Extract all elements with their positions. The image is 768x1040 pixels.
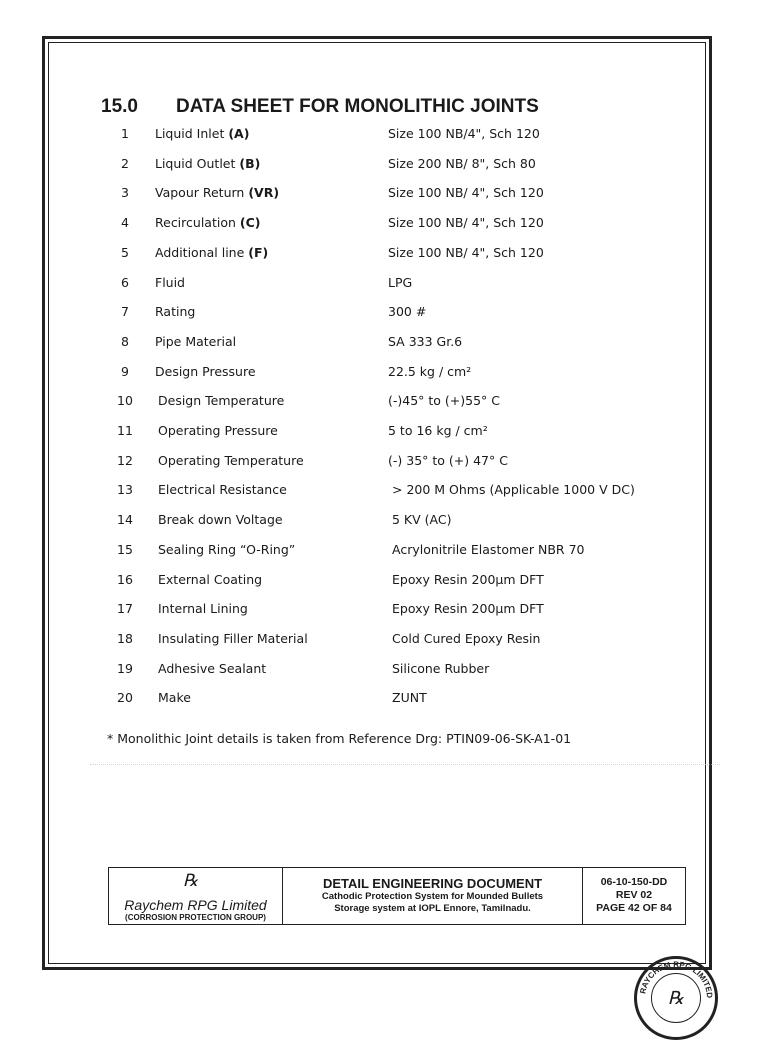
row-label-text: Fluid bbox=[155, 274, 185, 290]
table-row bbox=[0, 657, 768, 681]
row-label-text: Liquid Outlet bbox=[155, 155, 240, 171]
row-label-code: (A) bbox=[228, 126, 250, 141]
row-value: Epoxy Resin 200μm DFT bbox=[392, 601, 544, 617]
company-group: (CORROSION PROTECTION GROUP) bbox=[125, 913, 266, 922]
row-value: Acrylonitrile Elastomer NBR 70 bbox=[392, 541, 585, 557]
row-number: 7 bbox=[121, 304, 129, 320]
row-value: > 200 M Ohms (Applicable 1000 V DC) bbox=[392, 482, 635, 498]
row-value: 5 KV (AC) bbox=[392, 512, 452, 528]
table-row bbox=[0, 538, 768, 562]
row-label-code: (B) bbox=[239, 155, 261, 171]
row-label-text: Design Temperature bbox=[158, 393, 285, 409]
table-row bbox=[0, 122, 768, 146]
title-block bbox=[108, 867, 686, 925]
table-row bbox=[0, 181, 768, 205]
row-value: (-)45° to (+)55° C bbox=[388, 393, 500, 409]
row-number: 2 bbox=[121, 155, 129, 171]
row-value: Silicone Rubber bbox=[392, 660, 490, 676]
row-label bbox=[158, 657, 266, 681]
row-label-code: (C) bbox=[239, 215, 261, 231]
table-row bbox=[0, 568, 768, 592]
row-value: SA 333 Gr.6 bbox=[388, 333, 463, 349]
row-value: (-) 35° to (+) 47° C bbox=[388, 452, 508, 468]
row-label bbox=[155, 211, 260, 235]
table-row bbox=[0, 330, 768, 354]
reference-footnote: * Monolithic Joint details is taken from Reference Drg: PTIN09-06-SK-A1-01 bbox=[107, 731, 572, 746]
company-name: Raychem RPG Limited bbox=[124, 897, 267, 913]
row-label bbox=[155, 181, 279, 205]
row-label bbox=[158, 449, 304, 473]
table-row bbox=[0, 211, 768, 235]
row-number: 3 bbox=[121, 185, 129, 201]
row-label bbox=[155, 300, 195, 324]
row-number: 8 bbox=[121, 333, 129, 349]
row-value: Cold Cured Epoxy Resin bbox=[392, 630, 541, 646]
row-label-text: Design Pressure bbox=[155, 363, 256, 379]
row-label bbox=[158, 419, 278, 443]
row-value: ZUNT bbox=[392, 690, 427, 706]
document-number: 06-10-150-DD bbox=[600, 876, 668, 888]
row-value: LPG bbox=[388, 274, 413, 290]
row-number: 14 bbox=[117, 512, 133, 528]
row-label bbox=[158, 389, 284, 413]
row-label bbox=[155, 122, 249, 146]
table-row bbox=[0, 271, 768, 295]
row-number: 17 bbox=[117, 601, 133, 617]
row-label bbox=[155, 330, 236, 354]
row-label-text: Sealing Ring “O-Ring” bbox=[158, 541, 296, 557]
row-value: 22.5 kg / cm² bbox=[388, 363, 472, 379]
table-row bbox=[0, 508, 768, 532]
company-cell bbox=[109, 868, 283, 924]
company-logo-icon: ℞ bbox=[183, 871, 199, 891]
document-subtitle-1: Cathodic Protection System for Mounded Bullets bbox=[321, 891, 544, 902]
row-number: 11 bbox=[117, 423, 133, 438]
table-row bbox=[0, 597, 768, 621]
table-row bbox=[0, 478, 768, 502]
row-label-text: Additional line bbox=[155, 244, 249, 260]
row-number: 19 bbox=[117, 660, 133, 676]
row-label bbox=[155, 152, 260, 176]
row-number: 6 bbox=[121, 274, 129, 290]
row-number: 4 bbox=[121, 215, 129, 231]
row-value: 300 # bbox=[388, 304, 427, 320]
row-label-text: External Coating bbox=[158, 571, 263, 587]
row-label bbox=[155, 241, 268, 265]
row-number: 20 bbox=[117, 690, 133, 706]
section-number: 15.0 bbox=[101, 96, 138, 117]
table-row bbox=[0, 152, 768, 176]
row-number: 12 bbox=[117, 452, 133, 468]
table-row bbox=[0, 686, 768, 710]
row-label bbox=[158, 508, 283, 532]
table-row bbox=[0, 360, 768, 384]
row-number: 15 bbox=[117, 541, 133, 557]
table-row bbox=[0, 419, 768, 443]
table-row bbox=[0, 389, 768, 413]
row-label bbox=[158, 597, 248, 621]
page-number: PAGE 42 OF 84 bbox=[596, 902, 672, 914]
row-value: Size 100 NB/ 4", Sch 120 bbox=[388, 185, 544, 201]
section-title: DATA SHEET FOR MONOLITHIC JOINTS bbox=[176, 96, 539, 117]
row-number: 9 bbox=[121, 363, 129, 379]
document-subtitle-2: Storage system at IOPL Ennore, Tamilnadu. bbox=[334, 903, 531, 914]
row-label-text: Rating bbox=[155, 304, 196, 320]
row-label bbox=[158, 538, 295, 562]
row-label-text: Break down Voltage bbox=[158, 512, 283, 528]
row-number: 10 bbox=[117, 393, 133, 409]
section-heading bbox=[101, 96, 539, 118]
row-label-text: Operating Temperature bbox=[158, 452, 304, 468]
row-label-text: Adhesive Sealant bbox=[158, 660, 267, 676]
row-number: 18 bbox=[117, 630, 133, 646]
row-label-text: Operating Pressure bbox=[158, 423, 278, 438]
row-label-text: Recirculation bbox=[155, 215, 240, 231]
row-label-text: Vapour Return bbox=[155, 185, 249, 201]
row-label-text: Electrical Resistance bbox=[158, 482, 287, 498]
table-row bbox=[0, 449, 768, 473]
row-label bbox=[158, 478, 287, 502]
table-row bbox=[0, 241, 768, 265]
svg-text:RAYCHEM RPG LIMITED: RAYCHEM RPG LIMITED bbox=[638, 959, 715, 999]
row-label-code: (F) bbox=[248, 244, 269, 260]
row-label-text: Insulating Filler Material bbox=[158, 630, 308, 646]
document-title-cell bbox=[283, 868, 583, 924]
document-title: DETAIL ENGINEERING DOCUMENT bbox=[322, 876, 543, 891]
row-value: Size 100 NB/4", Sch 120 bbox=[388, 126, 540, 141]
row-label-code: (VR) bbox=[248, 185, 280, 201]
row-value: Epoxy Resin 200μm DFT bbox=[392, 571, 544, 587]
table-row bbox=[0, 627, 768, 651]
row-value: Size 100 NB/ 4", Sch 120 bbox=[388, 244, 544, 260]
row-value: Size 200 NB/ 8", Sch 80 bbox=[388, 155, 536, 171]
row-label bbox=[158, 627, 308, 651]
row-number: 1 bbox=[121, 126, 129, 141]
row-value: Size 100 NB/ 4", Sch 120 bbox=[388, 215, 544, 231]
row-label-text: Make bbox=[158, 690, 191, 706]
row-number: 13 bbox=[117, 482, 133, 498]
row-label-text: Pipe Material bbox=[155, 333, 237, 349]
row-label bbox=[158, 686, 191, 710]
row-label-text: Internal Lining bbox=[158, 601, 248, 617]
row-number: 5 bbox=[121, 244, 129, 260]
stamp-logo-icon: ℞ bbox=[651, 973, 701, 1023]
page-border-inner bbox=[48, 42, 706, 964]
row-label bbox=[155, 271, 185, 295]
row-label bbox=[155, 360, 256, 384]
table-row bbox=[0, 300, 768, 324]
row-label-text: Liquid Inlet bbox=[155, 126, 229, 141]
row-value: 5 to 16 kg / cm² bbox=[388, 423, 488, 438]
row-label bbox=[158, 568, 262, 592]
row-number: 16 bbox=[117, 571, 133, 587]
scan-specks bbox=[90, 764, 720, 775]
revision: REV 02 bbox=[615, 889, 653, 901]
document-ref-cell bbox=[583, 868, 685, 924]
company-seal-stamp bbox=[634, 956, 718, 1040]
